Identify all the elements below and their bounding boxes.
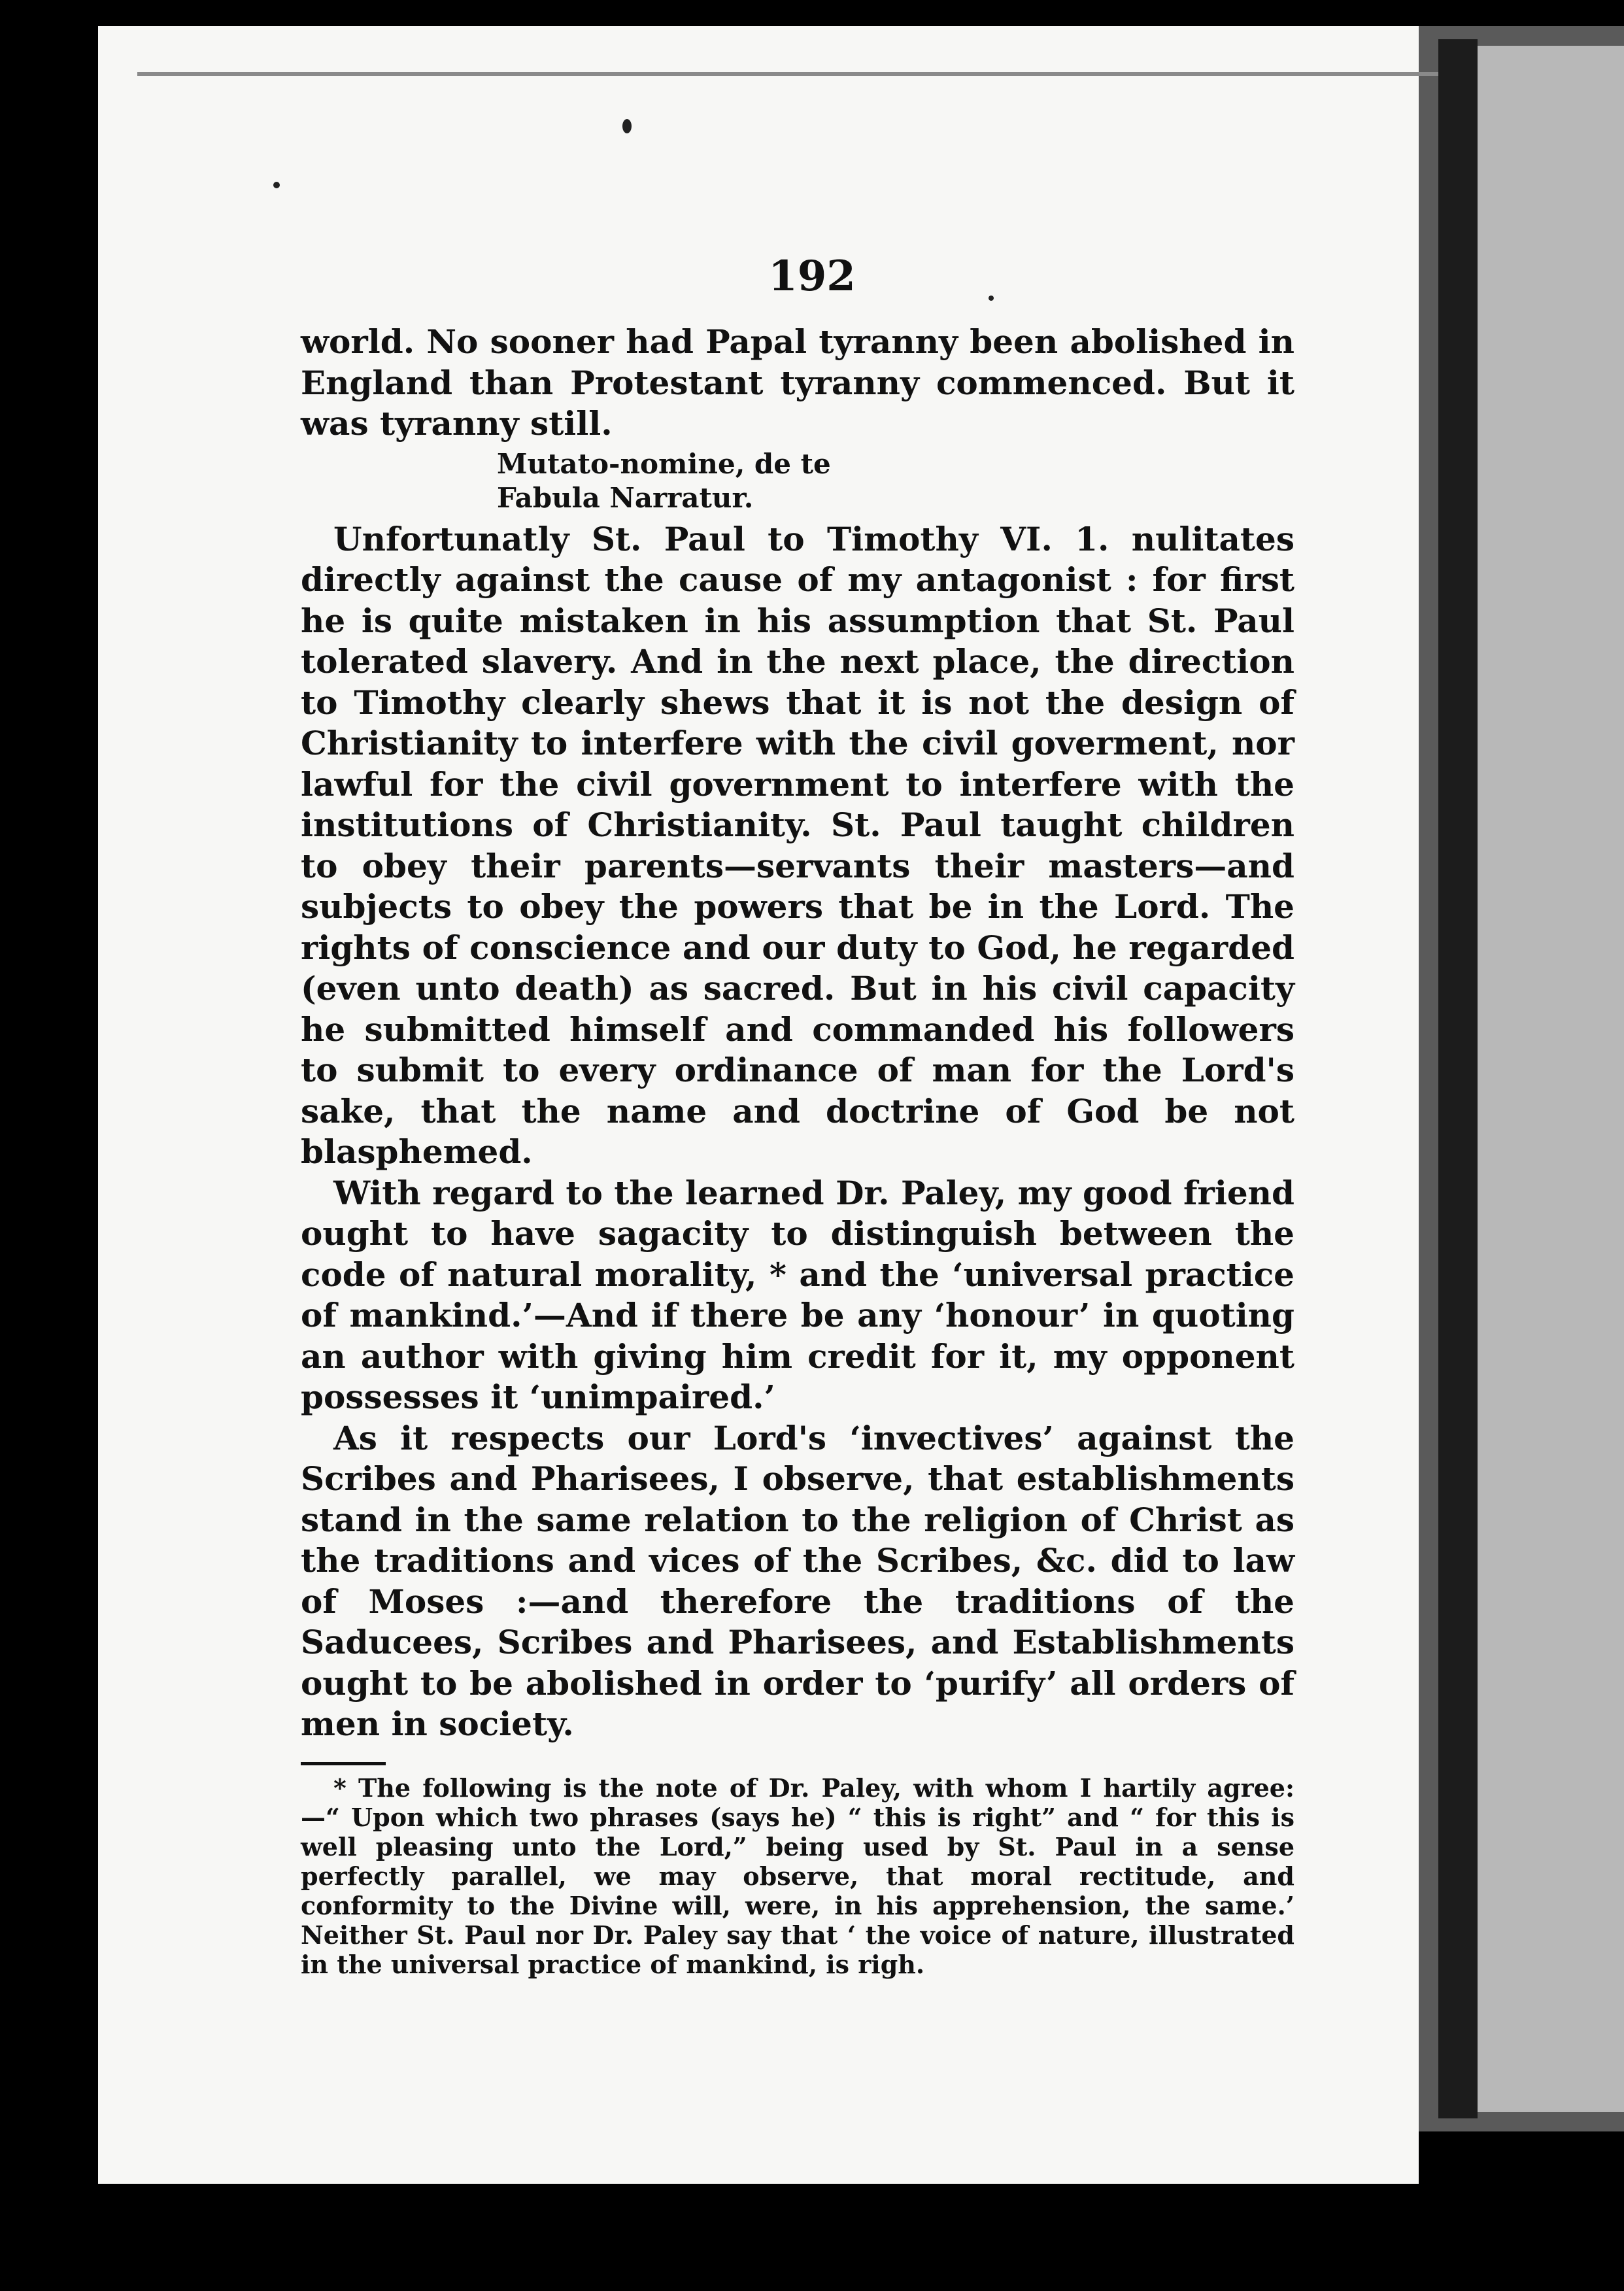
quotation-line: Fabula Narratur. (497, 481, 754, 514)
opening-paragraph: world. No sooner had Papal tyranny been abolished in England than Protestant tyranny commenced. But it was tyranny still. (301, 322, 1294, 443)
paragraph-timothy: Unfortunatly St. Paul to Timothy VI. 1. nulitates directly against the cause of my antagonist : for first he is quite mistaken in his assumption that St. Paul tolerated slavery. And in the next place, the direction to Timothy clearly shews that it is not the design of Christianity to interfere with the civil goverment, nor lawful for the civil government to interfere with the institutions of Christianity. St. Paul taught children to obey their parents—servants their masters—and subjects to obey the powers that be in the Lord. The rights of conscience and our duty to God, he regarded (even unto death) as sacred. But in his civil capacity he submitted himself and commanded his followers to submit to every ordinance of man for the Lord's sake, that the name and doctrine of God be not blasphemed. (301, 519, 1294, 1171)
footnote: * The following is the note of Dr. Paley, with whom I hartily agree: —“ Upon which two phrases (says he) “ this is right” and “ for this is well pleasing unto the Lord,” being used by St. Paul in a sense perfectly parallel, we may observe, that moral rectitude, and conformity to the Divine will, were, in his apprehension, the same.’ Neither St. Paul nor Dr. Paley say that ‘ the voice of nature, illustrated in the universal practice of mankind, is righ. (301, 1773, 1294, 1979)
paragraph-paley: With regard to the learned Dr. Paley, my good friend ought to have sagacity to distinguish between the code of natural morality, * and the ‘universal practice of mankind.’—And if there be any ‘honour’ in quoting an author with giving him credit for it, my opponent possesses it ‘unimpaired.’ (301, 1173, 1294, 1416)
quotation-line: Mutato-nomine, de te (497, 447, 831, 480)
next-page-edge (1471, 46, 1624, 2112)
page-number: 192 (768, 252, 856, 301)
page-body (301, 322, 1294, 1979)
latin-quotation (497, 447, 1294, 515)
page-top-edge-line (137, 72, 1438, 76)
footnote-rule (301, 1762, 386, 1765)
ink-speck (273, 182, 280, 188)
ink-speck (622, 119, 632, 133)
page-gutter-shadow (1438, 39, 1478, 2118)
paragraph-scribes: As it respects our Lord's ‘invectives’ against the Scribes and Pharisees, I observe, that establishments stand in the same relation to the religion of Christ as the traditions and vices of the Scribes, &c. did to law of Moses :—and therefore the traditions of the Saducees, Scribes and Pharisees, and Establishments ought to be abolished in order to ‘purify’ all orders of men in society. (301, 1418, 1294, 1743)
